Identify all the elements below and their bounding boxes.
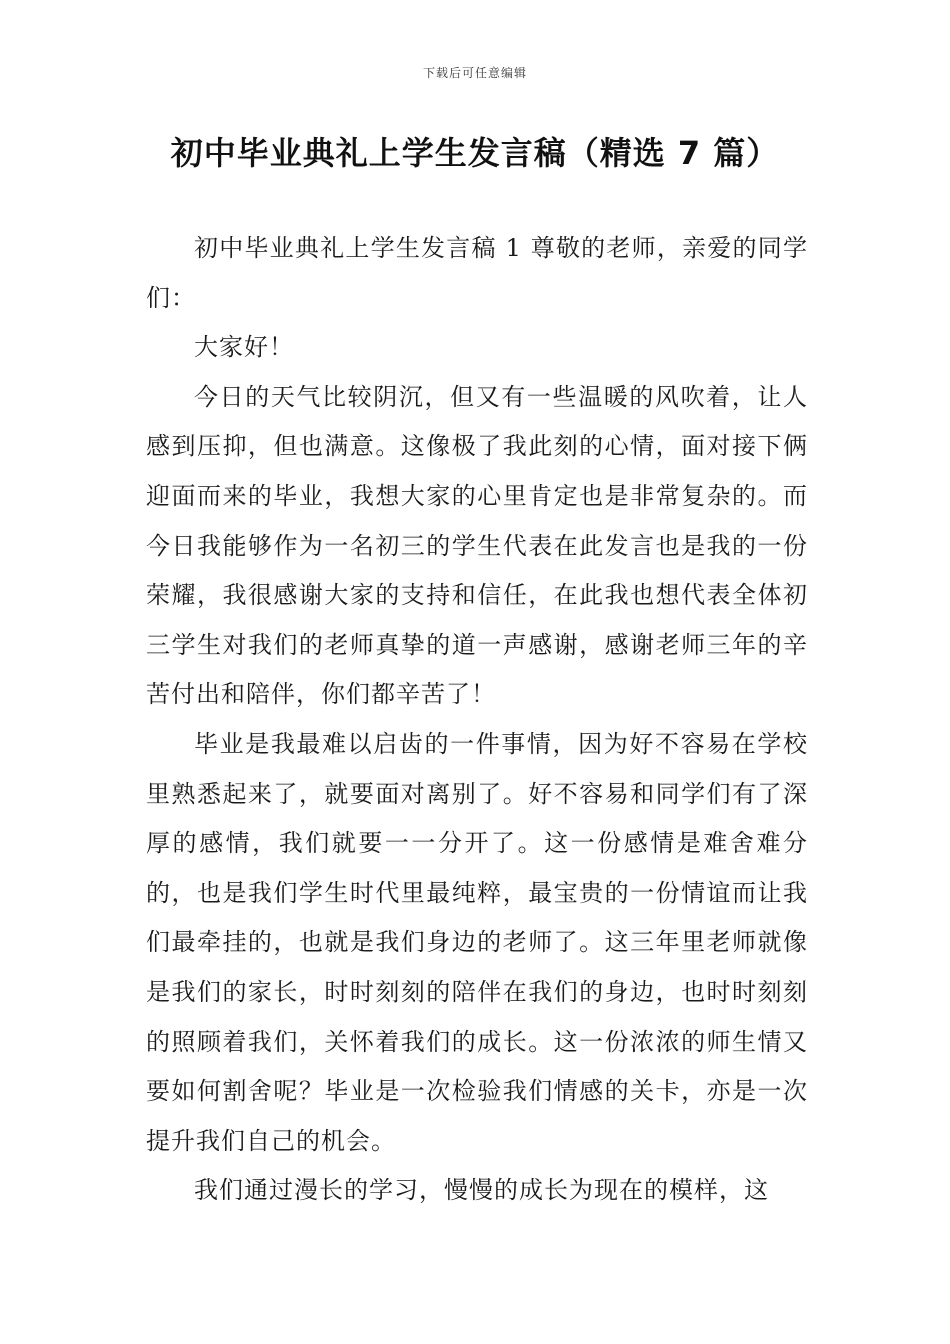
- document-title: 初中毕业典礼上学生发言稿（精选 7 篇）: [170, 134, 780, 172]
- paragraph-salutation: 初中毕业典礼上学生发言稿 1 尊敬的老师，亲爱的同学们：: [146, 234, 808, 312]
- header-note: 下载后可任意编辑: [422, 66, 527, 80]
- document-body: [146, 224, 808, 1216]
- paragraph-growth: 我们通过漫长的学习，慢慢的成长为现在的模样，这: [194, 1176, 769, 1205]
- paragraph-greeting: 大家好！: [194, 333, 294, 362]
- paragraph-graduation: 毕业是我最难以启齿的一件事情，因为好不容易在学校里熟悉起来了，就要面对离别了。好不容易和同学们有了深厚的感情，我们就要一一分开了。这一份感情是难舍难分的，也是我们学生时代里最纯粹，最宝贵的一份情谊而让我们最牵挂的，也就是我们身边的老师了。这三年里老师就像是我们的家长，时时刻刻的陪伴在我们的身边，也时时刻刻的照顾着我们，关怀着我们的成长。这一份浓浓的师生情又要如何割舍呢？毕业是一次检验我们情感的关卡，亦是一次提升我们自己的机会。: [146, 729, 808, 1155]
- paragraph-weather: 今日的天气比较阴沉，但又有一些温暖的风吹着，让人感到压抑，但也满意。这像极了我此刻的心情，面对接下俩迎面而来的毕业，我想大家的心里肯定也是非常复杂的。而今日我能够作为一名初三的学生代表在此发言也是我的一份荣耀，我很感谢大家的支持和信任，在此我也想代表全体初三学生对我们的老师真挚的道一声感谢，感谢老师三年的辛苦付出和陪伴，你们都辛苦了！: [146, 382, 808, 709]
